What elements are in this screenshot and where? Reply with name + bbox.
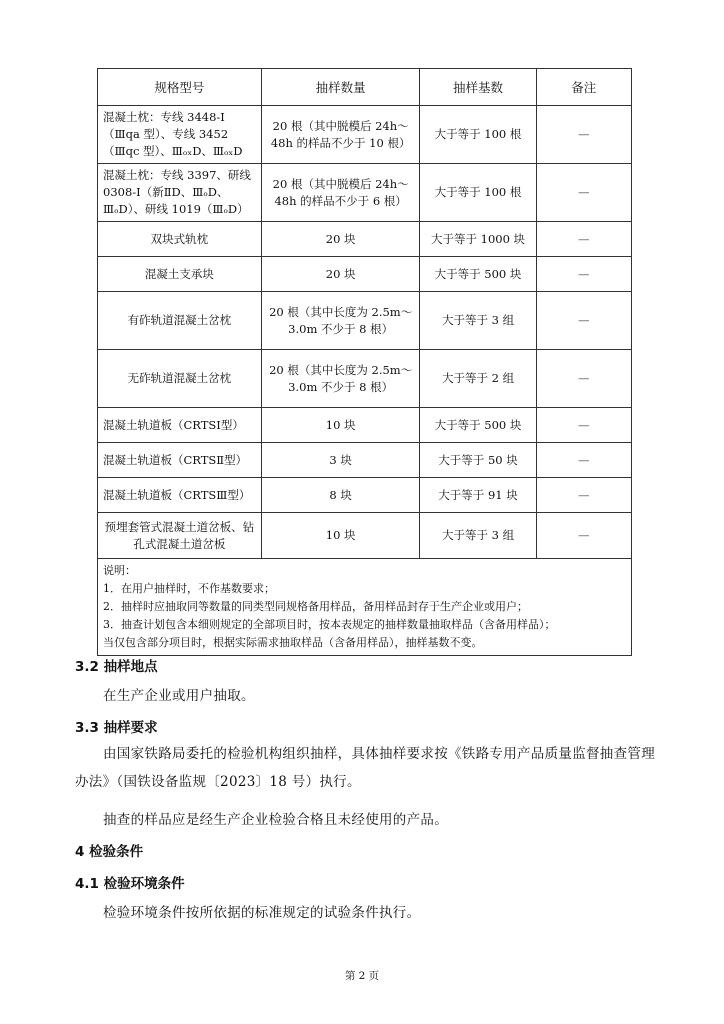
cell-quantity: 20 根（其中长度为 2.5m～3.0m 不少于 8 根）: [261, 350, 420, 408]
cell-spec: 混凝土轨道板（CRTSⅡ型）: [98, 443, 262, 478]
cell-base: 大于等于 500 块: [420, 257, 536, 292]
table-row: [98, 164, 632, 222]
cell-remark: —: [536, 513, 631, 559]
cell-remark: —: [536, 257, 631, 292]
cell-base: 大于等于 91 块: [420, 478, 536, 513]
cell-base: 大于等于 3 组: [420, 292, 536, 350]
cell-spec: 无砟轨道混凝土岔枕: [98, 350, 262, 408]
cell-quantity: 10 块: [261, 408, 420, 443]
table-row: [98, 408, 632, 443]
cell-spec: 有砟轨道混凝土岔枕: [98, 292, 262, 350]
table-row: [98, 106, 632, 164]
cell-remark: —: [536, 222, 631, 257]
section-3-3-paragraph-1: 由国家铁路局委托的检验机构组织抽样，具体抽样要求按《铁路专用产品质量监督抽查管理办法》（国铁设备监规〔2023〕18 号）执行。: [75, 746, 655, 790]
cell-quantity: 20 块: [261, 257, 420, 292]
note-item: 1．在用户抽样时，不作基数要求；: [103, 582, 275, 595]
note-item: 3．抽查计划包含本细则规定的全部项目时，按本表规定的抽样数量抽取样品（含备用样品）；: [103, 618, 556, 631]
table-notes-row: [98, 559, 632, 656]
section-4-1-paragraph: 检验环境条件按所依据的标准规定的试验条件执行。: [103, 905, 421, 921]
cell-base: 大于等于 50 块: [420, 443, 536, 478]
page-number: 第 2 页: [344, 970, 380, 982]
cell-remark: —: [536, 350, 631, 408]
cell-spec: 双块式轨枕: [98, 222, 262, 257]
section-3-3-heading: 3.3 抽样要求: [75, 720, 158, 736]
section-3-2-paragraph: 在生产企业或用户抽取。: [103, 688, 255, 704]
table-row: [98, 350, 632, 408]
section-4-heading: 4 检验条件: [75, 844, 144, 860]
table-header-row: [98, 69, 632, 106]
cell-spec: 混凝土轨道板（CRTSⅢ型）: [98, 478, 262, 513]
cell-quantity: 20 块: [261, 222, 420, 257]
cell-base: 大于等于 3 组: [420, 513, 536, 559]
section-3-3-paragraph-2: 抽查的样品应是经生产企业检验合格且未经使用的产品。: [103, 812, 448, 828]
cell-quantity: 20 根（其中长度为 2.5m～3.0m 不少于 8 根）: [261, 292, 420, 350]
header-sample-base: 抽样基数: [420, 69, 536, 106]
cell-remark: —: [536, 408, 631, 443]
header-remarks: 备注: [536, 69, 631, 106]
header-spec-model: 规格型号: [98, 69, 262, 106]
table-row: [98, 257, 632, 292]
cell-base: 大于等于 100 根: [420, 106, 536, 164]
section-4-1-heading: 4.1 检验环境条件: [75, 876, 185, 892]
cell-spec: 预埋套管式混凝土道岔板、钻孔式混凝土道岔板: [98, 513, 262, 559]
section-3-2-heading: 3.2 抽样地点: [75, 659, 158, 675]
cell-spec: 混凝土枕：专线 3448-Ⅰ（Ⅲqa 型）、专线 3452（Ⅲqc 型）、ⅢₒₓD、ⅢₒₓD: [98, 106, 262, 164]
cell-quantity: 20 根（其中脱模后 24h～48h 的样品不少于 10 根）: [261, 106, 420, 164]
table-row: [98, 513, 632, 559]
cell-remark: —: [536, 478, 631, 513]
table-row: [98, 443, 632, 478]
cell-spec: 混凝土轨道板（CRTSⅠ型）: [98, 408, 262, 443]
table-notes: [98, 559, 632, 656]
cell-remark: —: [536, 292, 631, 350]
cell-base: 大于等于 500 块: [420, 408, 536, 443]
table-row: [98, 222, 632, 257]
cell-spec: 混凝土支承块: [98, 257, 262, 292]
cell-spec: 混凝土枕：专线 3397、研线 0308-Ⅰ（新ⅡD、ⅢₒD、ⅢₒD）、研线 1019（ⅢₒD）: [98, 164, 262, 222]
header-sample-quantity: 抽样数量: [261, 69, 420, 106]
note-item: 当仅包含部分项目时，根据实际需求抽取样品（含备用样品），抽样基数不变。: [103, 636, 483, 649]
cell-remark: —: [536, 164, 631, 222]
cell-remark: —: [536, 106, 631, 164]
cell-remark: —: [536, 443, 631, 478]
cell-quantity: 10 块: [261, 513, 420, 559]
cell-quantity: 3 块: [261, 443, 420, 478]
table-row: [98, 478, 632, 513]
cell-quantity: 20 根（其中脱模后 24h～48h 的样品不少于 6 根）: [261, 164, 420, 222]
sampling-table: [97, 68, 632, 656]
note-item: 2．抽样时应抽取同等数量的同类型同规格备用样品，备用样品封存于生产企业或用户；: [103, 600, 528, 613]
cell-base: 大于等于 1000 块: [420, 222, 536, 257]
table-row: [98, 292, 632, 350]
cell-base: 大于等于 2 组: [420, 350, 536, 408]
note-title: 说明：: [103, 564, 136, 577]
cell-quantity: 8 块: [261, 478, 420, 513]
cell-base: 大于等于 100 根: [420, 164, 536, 222]
